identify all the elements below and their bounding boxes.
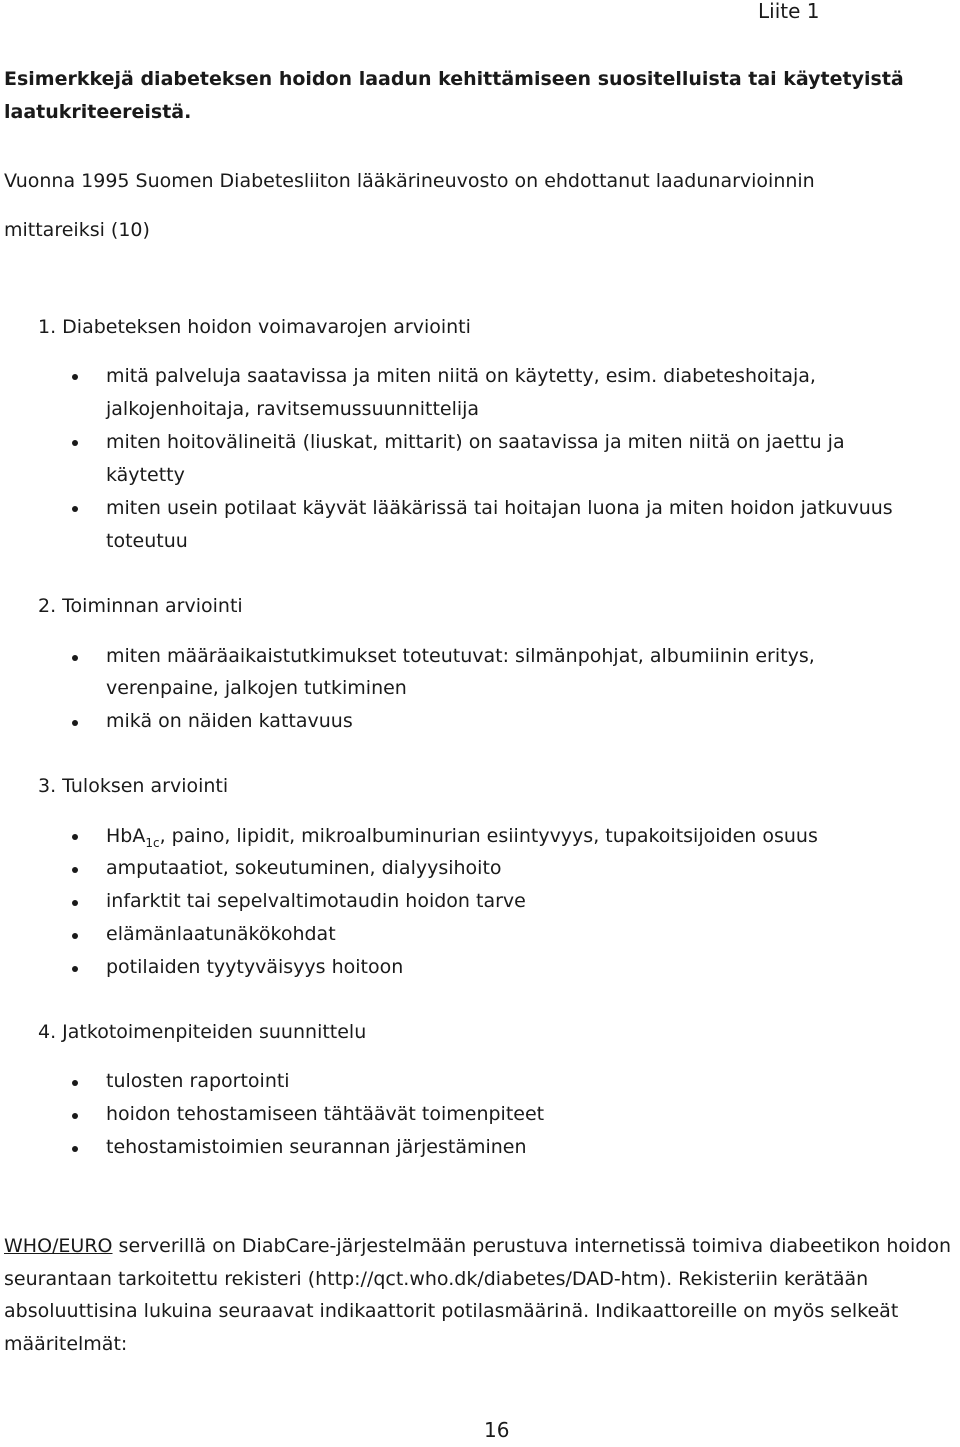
list-item-hba1c: [106, 820, 818, 853]
bullet-icon: [72, 900, 78, 906]
list-item: miten hoitovälineitä (liuskat, mittarit) on saatavissa ja miten niitä on jaettu ja: [106, 431, 845, 453]
org-name: WHO/EURO: [4, 1235, 113, 1257]
list-item-continuation: jalkojenhoitaja, ravitsemussuunnittelija: [106, 398, 480, 420]
appendix-label: Liite 1: [758, 0, 820, 23]
list-item: elämänlaatunäkökohdat: [106, 923, 336, 945]
bullet-icon: [72, 933, 78, 939]
intro-line-1: Vuonna 1995 Suomen Diabetesliiton lääkärineuvosto on ehdottanut laadunarvioinnin: [4, 170, 815, 192]
bullet-icon: [72, 374, 78, 380]
list-item: miten usein potilaat käyvät lääkärissä tai hoitajan luona ja miten hoidon jatkuvuus: [106, 497, 893, 519]
section-heading-3: 3. Tuloksen arviointi: [38, 775, 229, 797]
document-title-line-1: Esimerkkejä diabeteksen hoidon laadun kehittämiseen suositelluista tai käytetyistä: [4, 68, 904, 90]
section-heading-1: 1. Diabeteksen hoidon voimavarojen arviointi: [38, 316, 471, 338]
closing-text: serverillä on DiabCare-järjestelmään perustuva internetissä toimiva diabeetikon hoidon seurantaan tarkoitettu rekisteri (http://qct.who.dk/diabetes/DAD-htm). Rekisteriin kerätään absoluuttisina lukuina seuraavat indikaattorit potilasmäärinä. Indikaattoreille on myös selkeät määritelmät:: [4, 1235, 951, 1355]
intro-line-2: mittareiksi (10): [4, 219, 150, 241]
bullet-icon: [72, 440, 78, 446]
list-item: potilaiden tyytyväisyys hoitoon: [106, 956, 404, 978]
hba-text: HbA: [106, 825, 146, 847]
list-item-continuation: verenpaine, jalkojen tutkiminen: [106, 677, 407, 699]
list-item: miten määräaikaistutkimukset toteutuvat: silmänpohjat, albumiinin eritys,: [106, 645, 815, 667]
list-item: hoidon tehostamiseen tähtäävät toimenpiteet: [106, 1103, 545, 1125]
bullet-icon: [72, 655, 78, 661]
list-item: amputaatiot, sokeutuminen, dialyysihoito: [106, 857, 502, 879]
bullet-icon: [72, 506, 78, 512]
section-heading-2: 2. Toiminnan arviointi: [38, 595, 243, 617]
bullet-icon: [72, 720, 78, 726]
list-item: tehostamistoimien seurannan järjestäminen: [106, 1136, 527, 1158]
list-item: infarktit tai sepelvaltimotaudin hoidon tarve: [106, 890, 526, 912]
bullet-icon: [72, 1113, 78, 1119]
list-item: mikä on näiden kattavuus: [106, 710, 353, 732]
list-item-continuation: toteutuu: [106, 530, 188, 552]
bullet-icon: [72, 834, 78, 840]
list-item: tulosten raportointi: [106, 1070, 290, 1092]
bullet-icon: [72, 1080, 78, 1086]
bullet-icon: [72, 966, 78, 972]
bullet-icon: [72, 1146, 78, 1152]
bullet-icon: [72, 867, 78, 873]
hba-subscript: 1c: [145, 835, 160, 850]
list-item: mitä palveluja saatavissa ja miten niitä on käytetty, esim. diabeteshoitaja,: [106, 365, 816, 387]
closing-paragraph: [4, 1230, 954, 1360]
list-item-continuation: käytetty: [106, 464, 185, 486]
document-title-line-2: laatukriteereistä.: [4, 101, 192, 123]
page-number: 16: [484, 1418, 510, 1442]
section-heading-4: 4. Jatkotoimenpiteiden suunnittelu: [38, 1021, 367, 1043]
hba-rest-text: , paino, lipidit, mikroalbuminurian esiintyvyys, tupakoitsijoiden osuus: [159, 825, 818, 847]
